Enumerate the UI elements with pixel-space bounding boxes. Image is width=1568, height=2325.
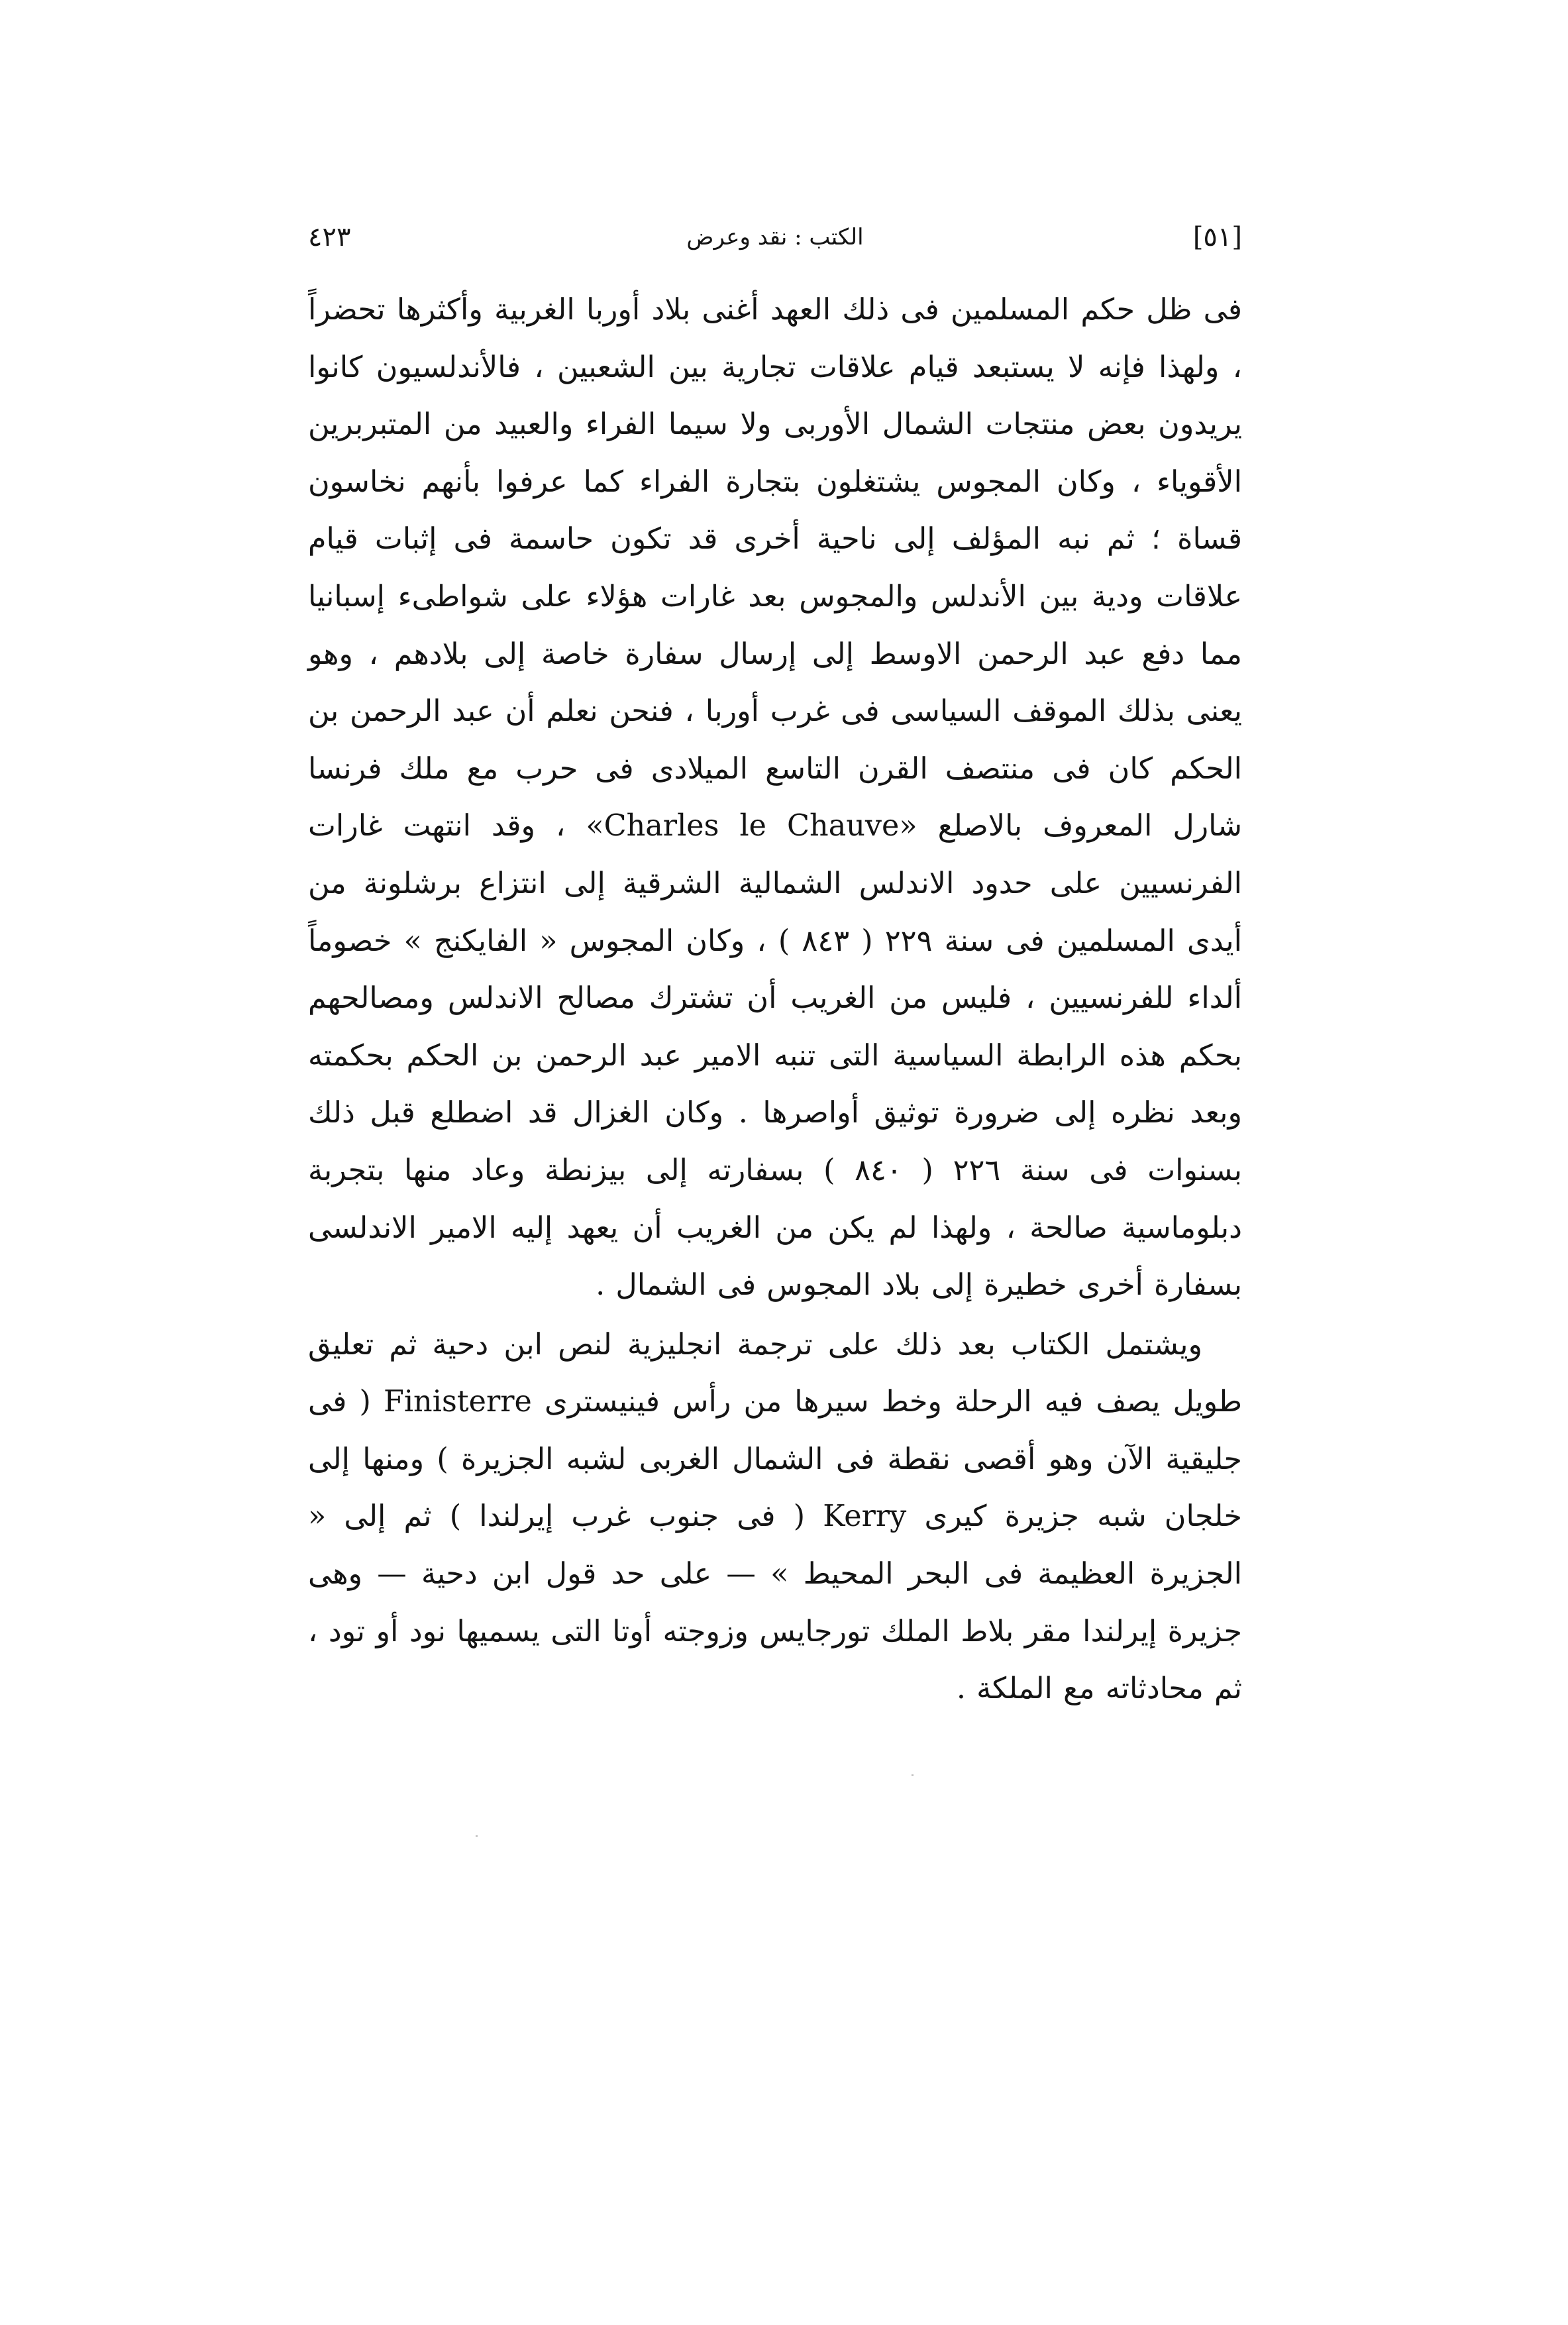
scan-speck	[476, 1835, 478, 1837]
body-text	[308, 282, 1242, 1718]
page-number: ٤٢٣	[308, 222, 351, 252]
paragraph-2: ويشتمل الكتاب بعد ذلك على ترجمة انجليزية لنص ابن دحية ثم تعليق طويل يصف فيه الرحلة وخط سيرها من رأس فينيسترى Finisterre ( فى جليقية الآن وهو أقصى نقطة فى الشمال الغربى لشبه الجزيرة ) ومنها إلى خلجان شبه جزيرة كيرى Kerry ( فى جنوب غرب إيرلندا ) ثم إلى « الجزيرة العظيمة فى البحر المحيط » — على حد قول ابن دحية — وهى جزيرة إيرلندا مقر بلاط الملك تورجايس وزوجته أوتا التى يسميها نود أو تود ، ثم محادثاته مع الملكة .	[308, 1327, 1243, 1706]
paragraph-1: فى ظل حكم المسلمين فى ذلك العهد أغنى بلاد أوربا الغربية وأكثرها تحضراً ، ولهذا فإنه لا يستبعد قيام علاقات تجارية بين الشعبين ، فالأندلسيون كانوا يريدون بعض منتجات الشمال الأوربى ولا سيما الفراء والعبيد من المتبربرين الأقوياء ، وكان المجوس يشتغلون بتجارة الفراء كما عرفوا بأنهم نخاسون قساة ؛ ثم نبه المؤلف إلى ناحية أخرى قد تكون حاسمة فى إثبات قيام علاقات ودية بين الأندلس والمجوس بعد غارات هؤلاء على شواطىء إسبانيا مما دفع عبد الرحمن الاوسط إلى إرسال سفارة خاصة إلى بلادهم ، وهو يعنى بذلك الموقف السياسى فى غرب أوربا ، فنحن نعلم أن عبد الرحمن بن الحكم كان فى منتصف القرن التاسع الميلادى فى حرب مع ملك فرنسا شارل المعروف بالاصلع «Charles le Chauve» ، وقد انتهت غارات الفرنسيين على حدود الاندلس الشمالية الشرقية إلى انتزاع برشلونة من أيدى المسلمين فى سنة ٢٢٩ ( ٨٤٣ ) ، وكان المجوس « الفايكنج » خصوماً ألداء للفرنسيين ، فليس من الغريب أن تشترك مصالح الاندلس ومصالحهم بحكم هذه الرابطة السياسية التى تنبه الامير عبد الرحمن بن الحكم بحكمته وبعد نظره إلى ضرورة توثيق أواصرها . وكان الغزال قد اضطلع قبل ذلك بسنوات فى سنة ٢٢٦ ( ٨٤٠ ) بسفارته إلى بيزنطة وعاد منها بتجربة دبلوماسية صالحة ، ولهذا لم يكن من الغريب أن يعهد إليه الامير الاندلسى بسفارة أخرى خطيرة إلى بلاد المجوس فى الشمال .	[308, 293, 1242, 1303]
running-title: الكتب : نقد وعرض	[686, 224, 864, 250]
scan-speck	[912, 1774, 914, 1776]
section-number: [٥١]	[1192, 222, 1242, 252]
page-header	[308, 211, 1242, 264]
